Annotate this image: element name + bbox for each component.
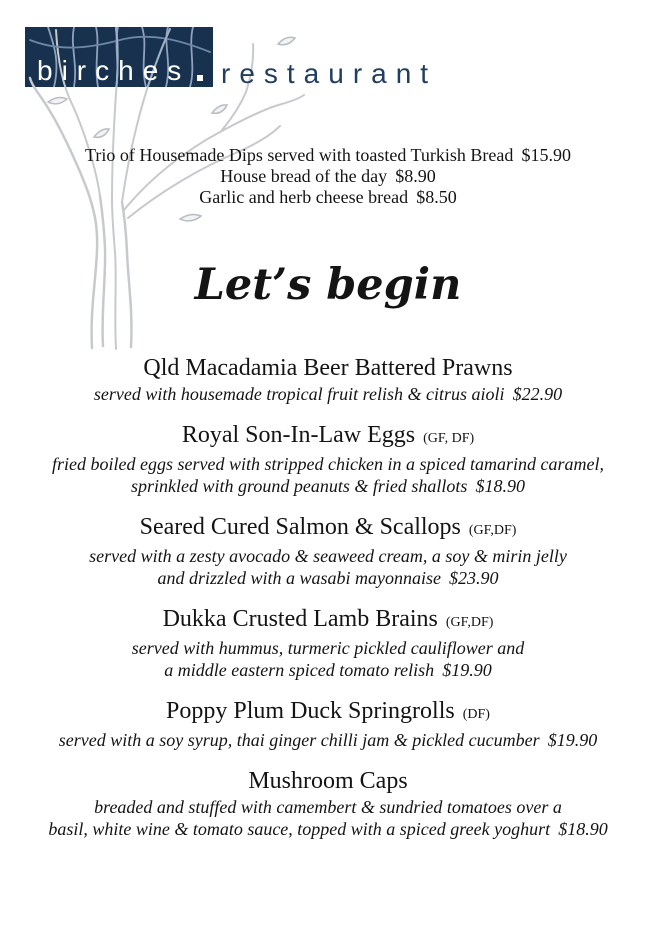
intro-line <box>0 166 656 187</box>
menu-item <box>0 767 656 840</box>
item-name-text: Qld Macadamia Beer Battered Prawns <box>143 355 513 381</box>
item-name-text: Mushroom Caps <box>248 768 408 794</box>
item-description <box>0 453 656 475</box>
menu-item <box>0 605 656 681</box>
intro-price: $8.90 <box>395 166 436 186</box>
item-price: $22.90 <box>512 384 563 404</box>
leaf-icon <box>212 105 227 113</box>
item-desc-text: basil, white wine & tomato sauce, topped with a spiced greek yoghurt <box>48 819 551 839</box>
brand-subname: restaurant <box>221 58 438 89</box>
intro-specials <box>0 145 656 208</box>
item-description <box>0 383 656 405</box>
item-description <box>0 637 656 659</box>
item-price: $18.90 <box>475 476 525 496</box>
item-desc-text: and drizzled with a wasabi mayonnaise <box>157 568 441 588</box>
item-name-text: Poppy Plum Duck Springrolls <box>166 698 455 724</box>
item-name <box>0 513 656 545</box>
item-name <box>0 421 656 453</box>
item-description <box>0 796 656 818</box>
item-price: $23.90 <box>449 568 499 588</box>
item-desc-text: fried boiled eggs served with stripped chicken in a spiced tamarind caramel, <box>52 454 604 474</box>
section-title: Let’s begin <box>194 260 462 310</box>
item-desc-text: served with hummus, turmeric pickled cauliflower and <box>131 638 525 658</box>
leaf-icon <box>94 129 109 137</box>
item-description <box>0 818 656 840</box>
intro-text: Trio of Housemade Dips served with toasted Turkish Bread <box>85 145 514 165</box>
item-price: $18.90 <box>558 819 608 839</box>
item-name <box>0 605 656 637</box>
logo-dot <box>197 75 203 81</box>
item-description <box>0 659 656 681</box>
item-dietary-tags: (GF,DF) <box>468 523 517 538</box>
item-desc-text: sprinkled with ground peanuts & fried shallots <box>131 476 468 496</box>
menu-item <box>0 354 656 405</box>
item-name <box>0 354 656 383</box>
item-name-text: Dukka Crusted Lamb Brains <box>162 606 438 632</box>
item-description <box>0 729 656 751</box>
item-description <box>0 545 656 567</box>
item-name-text: Royal Son-In-Law Eggs <box>181 422 416 448</box>
item-desc-text: breaded and stuffed with camembert & sundried tomatoes over a <box>94 797 562 817</box>
menu-item <box>0 421 656 497</box>
leaf-icon <box>180 215 201 221</box>
item-name-text: Seared Cured Salmon & Scallops <box>139 514 461 540</box>
menu-item <box>0 697 656 751</box>
intro-text: Garlic and herb cheese bread <box>199 187 409 207</box>
intro-text: House bread of the day <box>220 166 388 186</box>
item-name <box>0 697 656 729</box>
brand-name: birches <box>37 55 191 86</box>
leaf-icon <box>278 37 295 45</box>
item-description <box>0 567 656 589</box>
item-desc-text: served with a soy syrup, thai ginger chilli jam & pickled cucumber <box>58 730 540 750</box>
item-dietary-tags: (DF) <box>462 707 490 722</box>
item-name <box>0 767 656 796</box>
item-dietary-tags: (GF,DF) <box>445 615 494 630</box>
intro-line <box>0 187 656 208</box>
intro-price: $15.90 <box>521 145 571 165</box>
item-price: $19.90 <box>442 660 492 680</box>
intro-line <box>0 145 656 166</box>
intro-price: $8.50 <box>416 187 457 207</box>
menu-item <box>0 513 656 589</box>
item-dietary-tags: (GF, DF) <box>423 431 475 446</box>
item-desc-text: a middle eastern spiced tomato relish <box>164 660 435 680</box>
menu-list <box>0 354 656 856</box>
item-description <box>0 475 656 497</box>
item-desc-text: served with a zesty avocado & seaweed cream, a soy & mirin jelly <box>89 546 567 566</box>
leaf-icon <box>48 98 67 104</box>
item-desc-text: served with housemade tropical fruit relish & citrus aioli <box>93 384 505 404</box>
item-price: $19.90 <box>547 730 598 750</box>
